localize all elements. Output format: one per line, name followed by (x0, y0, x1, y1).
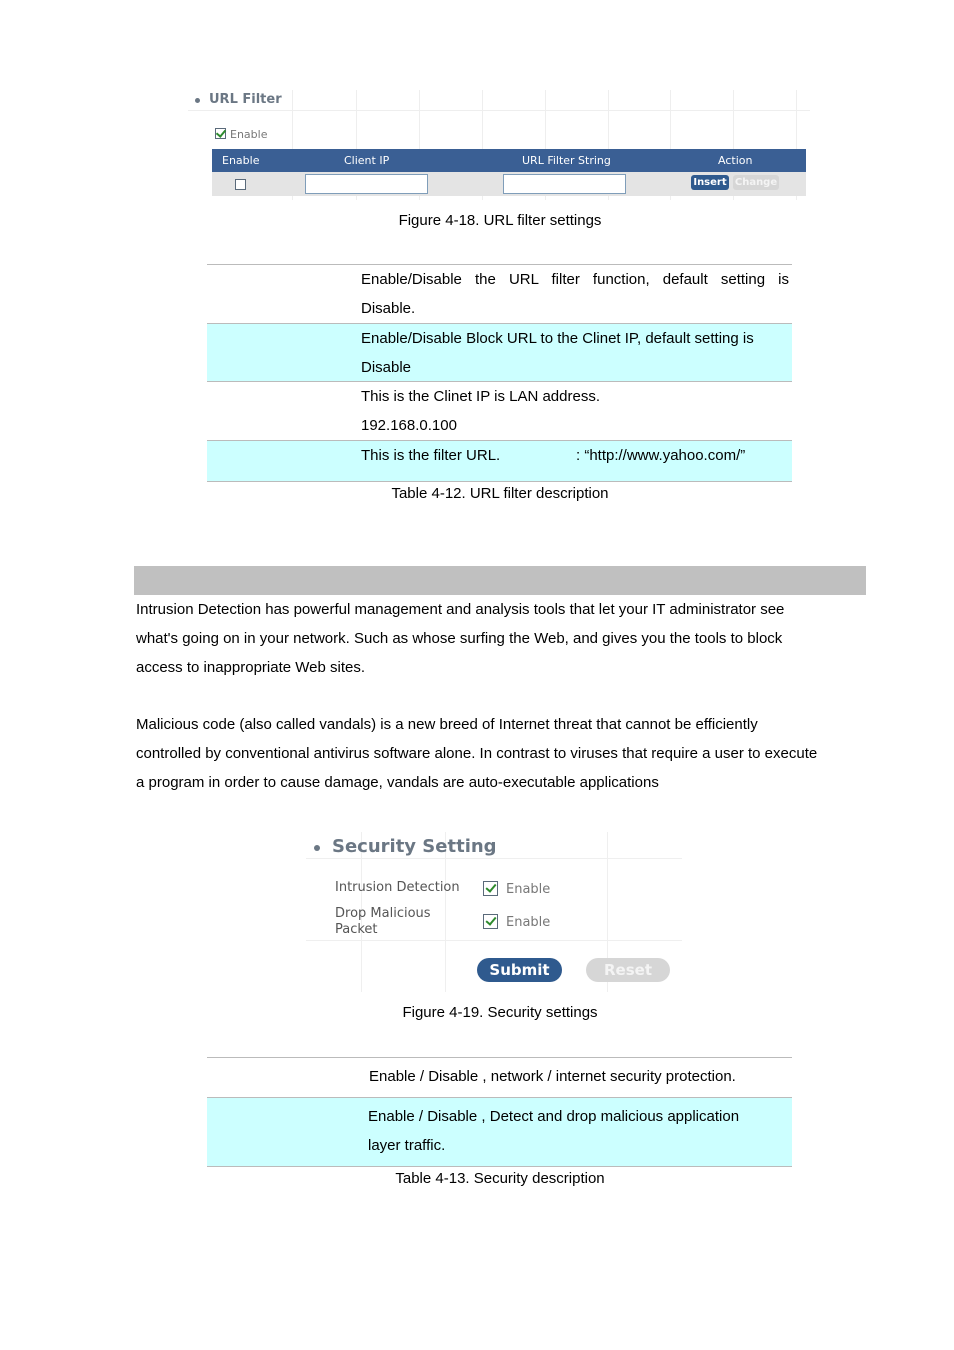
security-row-1-text: Enable / Disable , network / internet security protection. (369, 1068, 736, 1085)
column-header-client-ip: Client IP (344, 154, 390, 167)
row-1-line-1: Enable/Disable the URL filter function, default setting is (361, 271, 789, 288)
table-4-12-caption: Table 4-12. URL filter description (391, 485, 609, 502)
url-filter-figure (188, 88, 810, 200)
table-row (207, 382, 792, 440)
row-2-line-2: Disable (361, 359, 412, 376)
paragraph-line: what's going on in your network. Such as whose surfing the Web, and gives you the tools to block (136, 630, 783, 647)
column-header-enable: Enable (222, 154, 260, 167)
url-filter-description-table (207, 264, 792, 482)
url-filter-enable-label: Enable (230, 128, 268, 141)
url-filter-title: URL Filter (209, 92, 282, 107)
url-filter-table-header (212, 149, 806, 172)
intrusion-detection-checkbox[interactable] (483, 881, 498, 896)
bullet-icon (314, 845, 320, 851)
column-header-action: Action (718, 154, 753, 167)
table-row (207, 323, 792, 382)
row-3-line-2: 192.168.0.100 (361, 417, 457, 434)
client-ip-input[interactable] (305, 174, 428, 194)
paragraph-line: controlled by conventional antivirus software alone. In contrast to viruses that require a user to execute (136, 745, 818, 762)
table-4-13-caption: Table 4-13. Security description (395, 1170, 605, 1187)
intrusion-detection-label: Intrusion Detection (335, 880, 460, 895)
reset-button[interactable]: Reset (586, 958, 670, 982)
insert-button[interactable]: Insert (691, 175, 729, 190)
url-filter-table-row (212, 172, 806, 196)
table-row (207, 1058, 792, 1097)
row-4-text: This is the filter URL. (361, 447, 501, 464)
row-3-line-1: This is the Clinet IP is LAN address. (361, 388, 600, 405)
intro-paragraph-2 (136, 710, 866, 797)
security-row-2-line-1: Enable / Disable , Detect and drop malicious application (368, 1108, 740, 1125)
security-setting-figure (306, 832, 682, 992)
paragraph-line: a program in order to cause damage, vandals are auto-executable applications (136, 774, 659, 791)
paragraph-line: Intrusion Detection has powerful management and analysis tools that let your IT administrator see (136, 601, 785, 618)
drop-malicious-checkbox[interactable] (483, 914, 498, 929)
drop-malicious-label-line-2: Packet (335, 922, 378, 937)
url-filter-enable-checkbox[interactable] (215, 128, 226, 139)
intrusion-detection-enable-label: Enable (506, 882, 551, 897)
row-1-line-2: Disable. (361, 300, 416, 317)
change-button[interactable]: Change (734, 177, 778, 188)
table-row (207, 440, 792, 481)
figure-4-18-caption: Figure 4-18. URL filter settings (398, 212, 602, 229)
grid-line (306, 940, 682, 941)
bullet-icon (195, 98, 200, 103)
security-row-2-line-2: layer traffic. (368, 1137, 446, 1154)
section-heading-bar (134, 566, 866, 595)
paragraph-line: access to inappropriate Web sites. (136, 659, 366, 676)
drop-malicious-enable-label: Enable (506, 915, 551, 930)
row-2-line-1: Enable/Disable Block URL to the Clinet IP, default setting is (361, 330, 754, 347)
security-description-table (207, 1057, 792, 1167)
paragraph-line: Malicious code (also called vandals) is a new breed of Internet threat that cannot be efficiently (136, 716, 758, 733)
table-row (207, 1097, 792, 1166)
drop-malicious-label-line-1: Drop Malicious (335, 906, 431, 921)
security-setting-title: Security Setting (332, 836, 497, 857)
grid-line (188, 110, 810, 111)
column-header-url-filter-string: URL Filter String (522, 154, 611, 167)
table-row (207, 265, 792, 323)
url-filter-string-input[interactable] (503, 174, 626, 194)
intro-paragraph-1 (136, 595, 866, 682)
figure-4-19-caption: Figure 4-19. Security settings (402, 1004, 598, 1021)
row-4-example: : “http://www.yahoo.com/” (576, 447, 746, 464)
submit-button[interactable]: Submit (477, 958, 562, 982)
row-enable-checkbox[interactable] (235, 179, 246, 190)
grid-line (306, 858, 682, 859)
